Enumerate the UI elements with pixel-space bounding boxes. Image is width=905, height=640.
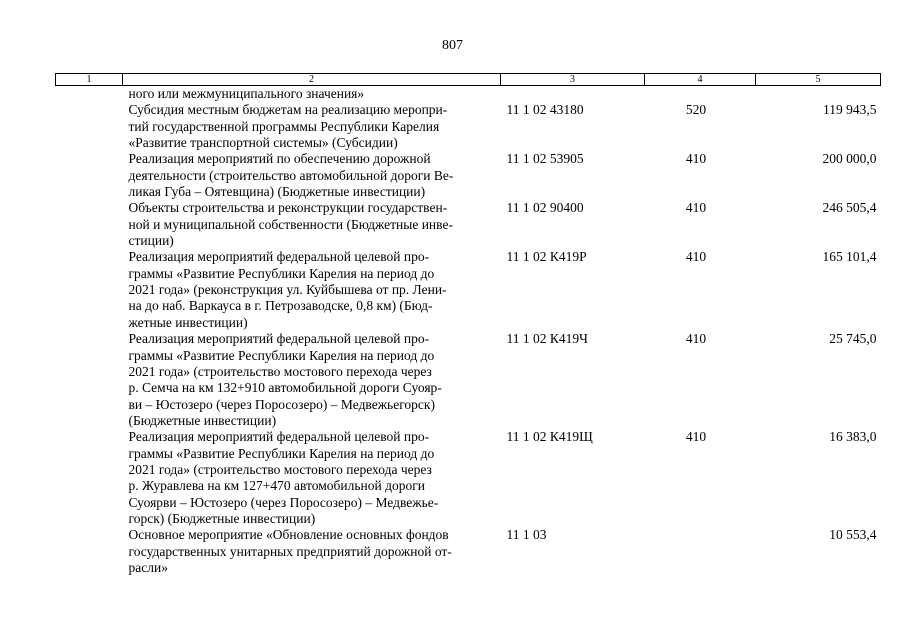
expense-type-cell	[645, 86, 756, 103]
item-name-line: р. Семча на км 132+910 автомобильной дороги Суояр-	[128, 380, 442, 396]
table-row	[56, 331, 881, 429]
amount-cell: 200 000,0	[822, 151, 877, 167]
header-row	[56, 74, 881, 86]
expense-type-cell: 410	[685, 151, 707, 167]
classification-code-cell: 11 1 02 53905	[506, 151, 584, 167]
item-name-line: р. Журавлева на км 127+470 автомобильной дороги	[128, 478, 425, 494]
item-name-cell	[123, 249, 501, 331]
item-name-line: Субсидия местным бюджетам на реализацию меропри-	[128, 102, 448, 118]
item-name-line: Реализация мероприятий по обеспечению дорожной	[128, 151, 431, 167]
item-name-line: (Бюджетные инвестиции)	[128, 412, 277, 428]
item-name-line: государственных унитарных предприятий дорожной от-	[128, 543, 452, 559]
item-name-line: горск) (Бюджетные инвестиции)	[128, 510, 316, 526]
amount-cell: 165 101,4	[822, 249, 877, 265]
amount-cell: 16 383,0	[829, 429, 877, 445]
table-row	[56, 151, 881, 200]
item-name-line: Суоярви – Юстозеро (через Поросозеро) – Медвежье-	[128, 494, 439, 510]
amount-cell: 119 943,5	[823, 102, 877, 118]
amount-cell	[756, 86, 881, 103]
item-name-line: «Развитие транспортной системы» (Субсидии)	[128, 135, 398, 151]
column-header-2: 2	[123, 74, 501, 86]
column-header-5: 5	[756, 74, 881, 86]
item-name-line: Объекты строительства и реконструкции государствен-	[128, 200, 448, 216]
item-name-line: жетные инвестиции)	[128, 314, 248, 330]
expense-type-cell: 410	[685, 429, 707, 445]
item-name-line: тий государственной программы Республики Карелия	[128, 118, 440, 134]
item-name-line: расли»	[128, 559, 168, 575]
item-name-cell	[123, 102, 501, 151]
classification-code-cell: 11 1 02 90400	[506, 200, 584, 216]
classification-code-cell: 11 1 02 К419Щ	[506, 429, 593, 445]
column-header-3: 3	[501, 74, 645, 86]
column-header-1: 1	[56, 74, 123, 86]
classification-code-cell: 11 1 02 43180	[506, 102, 584, 118]
item-name-line: граммы «Развитие Республики Карелия на период до	[128, 445, 435, 461]
expense-type-cell	[645, 527, 756, 576]
row-number-cell	[56, 151, 123, 200]
item-name-line: на до наб. Варкауса в г. Петрозаводске, 0,8 км) (Бюд-	[128, 298, 433, 314]
amount-cell: 246 505,4	[822, 200, 877, 216]
row-number-cell	[56, 331, 123, 429]
row-number-cell	[56, 249, 123, 331]
item-name-line: 2021 года» (строительство мостового перехода через	[128, 363, 432, 379]
item-name-line: 2021 года» (строительство мостового перехода через	[128, 461, 432, 477]
item-name-cell	[123, 429, 501, 527]
budget-table	[55, 73, 881, 576]
expense-type-cell: 520	[685, 102, 707, 118]
page-number: 807	[442, 38, 463, 53]
item-name-line: стиции)	[128, 233, 174, 249]
item-name-line: ного или межмуниципального значения»	[128, 86, 365, 101]
classification-code-cell	[501, 86, 645, 103]
row-number-cell	[56, 86, 123, 103]
item-name-cell	[123, 151, 501, 200]
item-name-line: Основное мероприятие «Обновление основных фондов	[128, 527, 449, 543]
item-name-line: граммы «Развитие Республики Карелия на период до	[128, 265, 435, 281]
item-name-line: Реализация мероприятий федеральной целевой про-	[128, 331, 430, 347]
expense-type-cell: 410	[685, 331, 707, 347]
expense-type-cell: 410	[685, 200, 707, 216]
item-name-cell	[123, 86, 501, 103]
table-row	[56, 527, 881, 576]
item-name-cell	[123, 200, 501, 249]
item-name-line: Реализация мероприятий федеральной целевой про-	[128, 429, 430, 445]
table-header	[56, 74, 881, 86]
item-name-line: ной и муниципальной собственности (Бюджетные инве-	[128, 216, 453, 232]
table-row	[56, 102, 881, 151]
column-header-4: 4	[645, 74, 756, 86]
row-number-cell	[56, 102, 123, 151]
table-row	[56, 86, 881, 103]
classification-code-cell: 11 1 03	[506, 527, 547, 543]
item-name-line: граммы «Развитие Республики Карелия на период до	[128, 347, 435, 363]
item-name-cell	[123, 331, 501, 429]
row-number-cell	[56, 527, 123, 576]
table-body	[56, 86, 881, 577]
item-name-line: деятельности (строительство автомобильной дороги Ве-	[128, 167, 454, 183]
item-name-line: ликая Губа – Оятевщина) (Бюджетные инвестиции)	[128, 184, 426, 200]
expense-type-cell: 410	[685, 249, 707, 265]
table-row	[56, 429, 881, 527]
table-row	[56, 200, 881, 249]
classification-code-cell: 11 1 02 К419Ч	[506, 331, 588, 347]
item-name-cell	[123, 527, 501, 576]
item-name-line: Реализация мероприятий федеральной целевой про-	[128, 249, 430, 265]
item-name-line: ви – Юстозеро (через Поросозеро) – Медвежьегорск)	[128, 396, 435, 412]
amount-cell: 25 745,0	[829, 331, 877, 347]
amount-cell: 10 553,4	[829, 527, 877, 543]
row-number-cell	[56, 200, 123, 249]
item-name-line: 2021 года» (реконструкция ул. Куйбышева от пр. Лени-	[128, 282, 447, 298]
table-row	[56, 249, 881, 331]
row-number-cell	[56, 429, 123, 527]
classification-code-cell: 11 1 02 К419Р	[506, 249, 587, 265]
